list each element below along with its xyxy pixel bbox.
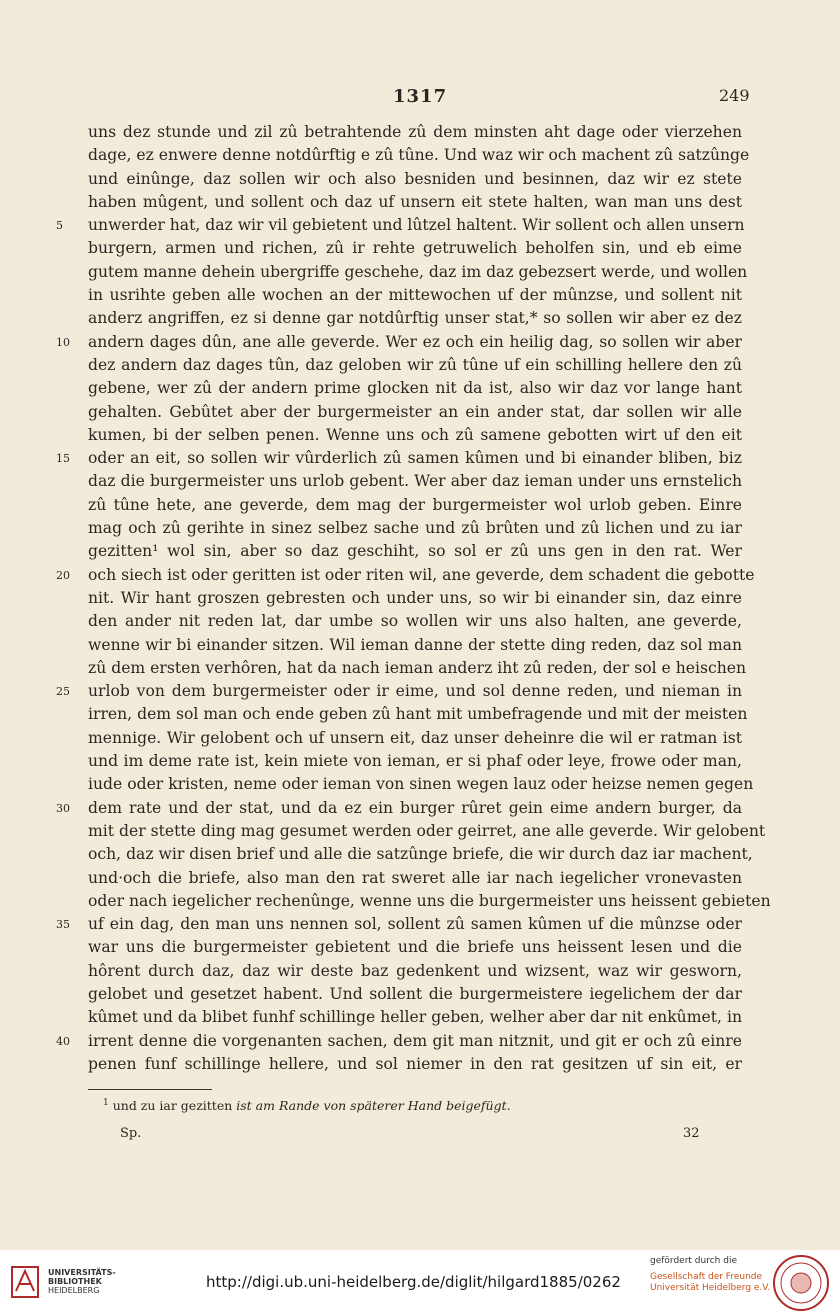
text-line — [56, 447, 742, 470]
line-text: oder an eit, so sollen wir vûrderlich zû samen kûmen und bi einander bliben, biz — [88, 449, 742, 468]
text-line — [88, 237, 742, 260]
text-line — [88, 354, 742, 377]
text-line — [88, 261, 748, 284]
line-text: burgern, armen und richen, zû ir rehte getruwelich beholfen sin, und eb eime — [88, 239, 742, 258]
line-text: war uns die burgermeister gebietent und die briefe uns heissent lesen und die — [88, 938, 742, 957]
sponsor-line-1: Gesellschaft der Freunde — [650, 1272, 763, 1282]
text-line — [88, 517, 742, 540]
text-line — [88, 168, 742, 191]
text-line — [88, 284, 742, 307]
line-number: 35 — [56, 918, 70, 932]
line-text: oder nach iegelicher rechenûnge, wenne uns die burgermeister uns heissent gebieten — [88, 891, 771, 910]
text-line — [88, 983, 742, 1006]
text-line — [88, 424, 742, 447]
line-text: den ander nit reden lat, dar umbe so wollen wir uns also halten, ane geverde, — [88, 612, 742, 631]
text-line — [88, 494, 742, 517]
university-library-logo-icon — [10, 1261, 40, 1301]
line-number: 25 — [56, 685, 70, 699]
line-text: urlob von dem burgermeister oder ir eime, und sol denne reden, und nieman in — [88, 682, 742, 701]
line-text: mennige. Wir gelobent och uf unsern eit, daz unser deheinre die wil er ratman ist — [88, 728, 742, 747]
footnote-italic: ist am Rande von späterer Hand beigefügt. — [236, 1098, 511, 1113]
text-line — [88, 587, 742, 610]
line-number: 15 — [56, 452, 70, 466]
text-line — [88, 820, 766, 843]
line-number: 10 — [56, 335, 70, 349]
text-line — [88, 540, 742, 563]
line-text: unwerder hat, daz wir vil gebietent und lûtzel haltent. Wir sollent och allen unsern — [88, 216, 745, 235]
text-line — [88, 657, 747, 680]
sponsor-name — [650, 1272, 770, 1294]
footnote-marker: 1 — [103, 1097, 109, 1108]
line-text: mag och zû gerihte in sinez selbez sache und zû brûten und zû lichen und zu iar — [88, 519, 742, 538]
line-text: haben mûgent, und sollent och daz uf unsern eit stete halten, wan man uns dest — [88, 192, 742, 211]
page-header — [0, 86, 840, 110]
line-text: och siech ist oder geritten ist oder riten wil, ane geverde, dem schadent die gebotte — [88, 565, 755, 584]
line-text: gebene, wer zû der andern prime glocken nit da ist, also wir daz vor lange hant — [88, 379, 742, 398]
line-text: andern dages dûn, ane alle geverde. Wer ez och ein heilig dag, so sollen wir aber — [88, 332, 742, 351]
text-line — [88, 750, 742, 773]
library-line-2: BIBLIOTHEK — [48, 1277, 102, 1286]
text-line — [88, 773, 754, 796]
line-text: kumen, bi der selben penen. Wenne uns och zû samene gebotten wirt uf den eit — [88, 425, 742, 444]
library-name — [48, 1268, 116, 1295]
text-line — [88, 470, 742, 493]
line-text: anderz angriffen, ez si denne gar notdûrftig unser stat,* so sollen wir aber ez dez — [88, 309, 742, 328]
footnote-plain: und zu iar gezitten — [112, 1098, 233, 1113]
line-text: och, daz wir disen brief und alle die satzûnge briefe, die wir durch daz iar machent, — [88, 845, 753, 864]
text-line — [88, 610, 742, 633]
digitization-footer — [0, 1250, 840, 1314]
header-year: 1317 — [393, 86, 448, 107]
body-text — [56, 121, 771, 1076]
line-text: kûmet und da blibet funhf schillinge heller geben, welher aber dar nit enkûmet, in — [88, 1008, 742, 1027]
text-line — [88, 1006, 742, 1029]
text-line — [88, 307, 742, 330]
text-line — [88, 377, 742, 400]
text-line — [88, 843, 753, 866]
line-number: 20 — [56, 568, 70, 582]
text-line — [56, 1030, 742, 1053]
line-text: und einûnge, daz sollen wir och also besniden und besinnen, daz wir ez stete — [88, 169, 742, 188]
text-line — [88, 727, 742, 750]
line-text: hôrent durch daz, daz wir deste baz gedenkent und wizsent, waz wir gesworn, — [88, 961, 742, 980]
line-text: gelobet und gesetzet habent. Und sollent die burgermeistere iegelichem der dar — [88, 984, 742, 1003]
text-line — [56, 680, 742, 703]
footnote-rule — [88, 1089, 212, 1090]
line-text: dage, ez enwere denne notdûrftig e zû tûne. Und waz wir och machent zû satzûnge — [88, 146, 750, 165]
text-line — [88, 890, 771, 913]
line-text: mit der stette ding mag gesumet werden oder geirret, ane alle geverde. Wir gelobent — [88, 821, 766, 840]
line-text: irrent denne die vorgenanten sachen, dem git man nitznit, und git er och zû einre — [88, 1031, 742, 1050]
text-line — [88, 936, 742, 959]
line-text: zû dem ersten verhôren, hat da nach ieman anderz iht zû reden, der sol e heischen — [88, 658, 747, 677]
line-text: gezitten¹ wol sin, aber so daz geschiht, so sol er zû uns gen in den rat. Wer — [88, 542, 742, 561]
line-text: uf ein dag, den man uns nennen sol, sollent zû samen kûmen uf die mûnzse oder — [88, 915, 742, 934]
text-line — [56, 214, 745, 237]
line-text: dez andern daz dages tûn, daz geloben wir zû tûne uf ein schilling hellere den zû — [88, 355, 742, 374]
source-url-link[interactable]: http://digi.ub.uni-heidelberg.de/diglit/hilgard1885/0262 — [206, 1273, 621, 1291]
line-text: gutem manne dehein ubergriffe geschehe, daz im daz gebezsert werde, und wollen — [88, 262, 748, 281]
line-text: und im deme rate ist, kein miete von ieman, er si phaf oder leye, frowe oder man, — [88, 752, 742, 771]
line-text: daz die burgermeister uns urlob gebent. Wer aber daz ieman under uns ernstelich — [88, 472, 742, 491]
line-text: iude oder kristen, neme oder ieman von sinen wegen lauz oder heizse nemen gegen — [88, 775, 754, 794]
text-line — [88, 634, 742, 657]
sponsor-line-2: Universität Heidelberg e.V. — [650, 1283, 771, 1293]
page-number: 249 — [719, 86, 750, 105]
signature-mark: Sp. — [120, 1126, 142, 1141]
footnote — [103, 1098, 511, 1113]
library-line-3: HEIDELBERG — [48, 1286, 100, 1295]
library-line-1: UNIVERSITÄTS- — [48, 1268, 116, 1277]
text-line — [88, 960, 742, 983]
line-text: dem rate und der stat, und da ez ein burger rûret gein eime andern burger, da — [88, 798, 742, 817]
university-seal-icon — [772, 1254, 830, 1312]
line-number: 40 — [56, 1034, 70, 1048]
text-line — [88, 401, 742, 424]
line-text: gehalten. Gebûtet aber der burgermeister an ein ander stat, dar sollen wir alle — [88, 402, 742, 421]
text-line — [88, 144, 750, 167]
line-text: penen funf schillinge hellere, und sol niemer in den rat gesitzen uf sin eit, er — [88, 1054, 742, 1073]
line-text: irren, dem sol man och ende geben zû hant mit umbefragende und mit der meisten — [88, 705, 748, 724]
line-text: zû tûne hete, ane geverde, dem mag der burgermeister wol urlob geben. Einre — [88, 495, 742, 514]
text-line — [88, 1053, 742, 1076]
text-line — [88, 703, 748, 726]
line-text: nit. Wir hant groszen gebresten och under uns, so wir bi einander sin, daz einre — [88, 588, 742, 607]
line-number: 5 — [56, 219, 63, 233]
text-line — [56, 331, 742, 354]
line-text: in usrihte geben alle wochen an der mittewochen uf der mûnzse, und sollent nit — [88, 286, 742, 305]
text-line — [88, 191, 742, 214]
line-text: und·och die briefe, also man den rat sweret alle iar nach iegelicher vronevasten — [88, 868, 742, 887]
signature-number: 32 — [683, 1126, 700, 1141]
text-line — [56, 564, 755, 587]
sponsor-label: gefördert durch die — [650, 1256, 737, 1266]
text-line — [88, 867, 742, 890]
text-line — [56, 913, 742, 936]
text-line — [56, 797, 742, 820]
line-number: 30 — [56, 801, 70, 815]
line-text: uns dez stunde und zil zû betrahtende zû dem minsten aht dage oder vierzehen — [88, 123, 742, 141]
text-line — [88, 121, 742, 144]
line-text: wenne wir bi einander sitzen. Wil ieman danne der stette ding reden, daz sol man — [88, 635, 742, 654]
